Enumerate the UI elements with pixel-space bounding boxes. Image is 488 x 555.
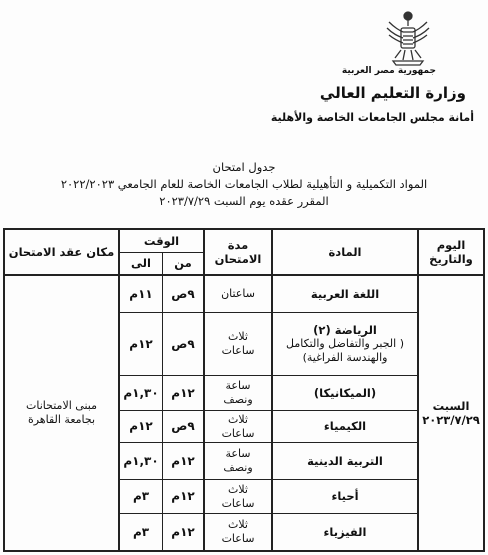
header-duration: مدة الامتحان xyxy=(214,237,262,266)
table-row-subject: أحياء xyxy=(331,489,359,504)
table-row-duration xyxy=(205,514,271,550)
table-row-to: ١,٣٠م xyxy=(123,385,159,400)
duration-line: ساعات xyxy=(221,426,255,440)
subject-name: الرياضة (٢) xyxy=(313,323,377,338)
duration-line: ساعات xyxy=(221,496,255,510)
table-row-duration xyxy=(205,376,271,410)
table-row-from: ١٢م xyxy=(171,453,195,468)
table-row-duration: ساعتان xyxy=(221,287,255,301)
table-row-to: ١,٣٠م xyxy=(123,453,159,468)
location-line1: مبنى الامتحانات xyxy=(26,399,97,413)
table-row-subject: (الميكانيكا) xyxy=(313,385,377,400)
republic-label: جمهورية مصر العربية xyxy=(341,66,436,76)
table-row-duration xyxy=(205,313,271,375)
table-row-subject: التربية الدينية xyxy=(307,453,383,468)
table-row-from: ١٢م xyxy=(171,385,195,400)
header-location: مكان عقد الامتحان xyxy=(8,244,115,259)
header-time: الوقت xyxy=(143,233,180,248)
duration-line: ونصف xyxy=(223,393,253,406)
table-row-subject: الكيمياء xyxy=(323,419,367,434)
exam-table xyxy=(3,228,485,552)
duration-line: ساعات xyxy=(221,532,255,545)
subject-detail: ( الجبر والتفاضل والتكامل xyxy=(286,337,404,351)
table-row-to: ٣م xyxy=(132,489,150,503)
duration-line: ثلاث xyxy=(228,330,248,344)
duration-line: ثلاث xyxy=(228,518,248,532)
duration-line: ثلاث xyxy=(228,412,248,426)
subject-detail: والهندسة الفراغية) xyxy=(302,351,388,365)
table-row-to: ١١م xyxy=(129,286,153,301)
duration-line: ساعة xyxy=(225,447,251,461)
day-date-cell xyxy=(419,276,483,550)
ministry-title: وزارة التعليم العالي xyxy=(319,84,466,102)
schedule-subtitle: المواد التكميلية و التأهيلية لطلاب الجامعات الخاصة للعام الجامعي ٢٠٢٢/٢٠٢٣ xyxy=(60,177,428,191)
schedule-title: جدول امتحان xyxy=(212,160,276,174)
table-row-from: ١٢م xyxy=(171,524,195,539)
duration-line: ساعات xyxy=(221,344,255,357)
table-row-subject xyxy=(273,313,417,375)
schedule-date-line: المقرر عقده يوم السبت ٢٠٢٣/٧/٢٩ xyxy=(159,194,329,208)
duration-line: ساعة xyxy=(225,379,251,393)
council-title: أمانة مجلس الجامعات الخاصة والأهلية xyxy=(270,111,474,124)
table-row-subject: الفيزياء xyxy=(323,524,367,539)
table-row-duration xyxy=(205,411,271,442)
table-row-to: ١٢م xyxy=(129,336,153,351)
header-from: من xyxy=(174,256,192,271)
location-line2: بجامعة القاهرة xyxy=(27,413,96,426)
header-subject: المادة xyxy=(328,244,362,259)
header-day-date: اليوم والتاريخ xyxy=(429,237,473,266)
header-to: الى xyxy=(131,256,151,271)
table-row-to: ٣م xyxy=(132,524,150,539)
date-label: ٢٠٢٣/٧/٢٩ xyxy=(422,413,480,427)
duration-line: ثلاث xyxy=(228,482,248,496)
table-row-duration xyxy=(205,480,271,513)
table-row-to: ١٢م xyxy=(129,419,153,433)
eagle-emblem-icon xyxy=(385,8,431,68)
day-label: السبت xyxy=(432,398,470,413)
table-row-duration xyxy=(205,443,271,479)
table-row-subject: اللغة العربية xyxy=(310,286,380,301)
location-cell xyxy=(5,276,118,550)
table-row-from: ٩ص xyxy=(171,286,195,301)
table-row-from: ٩ص xyxy=(171,336,195,351)
table-row-from: ١٢م xyxy=(171,489,195,503)
duration-line: ونصف xyxy=(223,461,253,474)
table-row-from: ٩ص xyxy=(171,419,195,433)
